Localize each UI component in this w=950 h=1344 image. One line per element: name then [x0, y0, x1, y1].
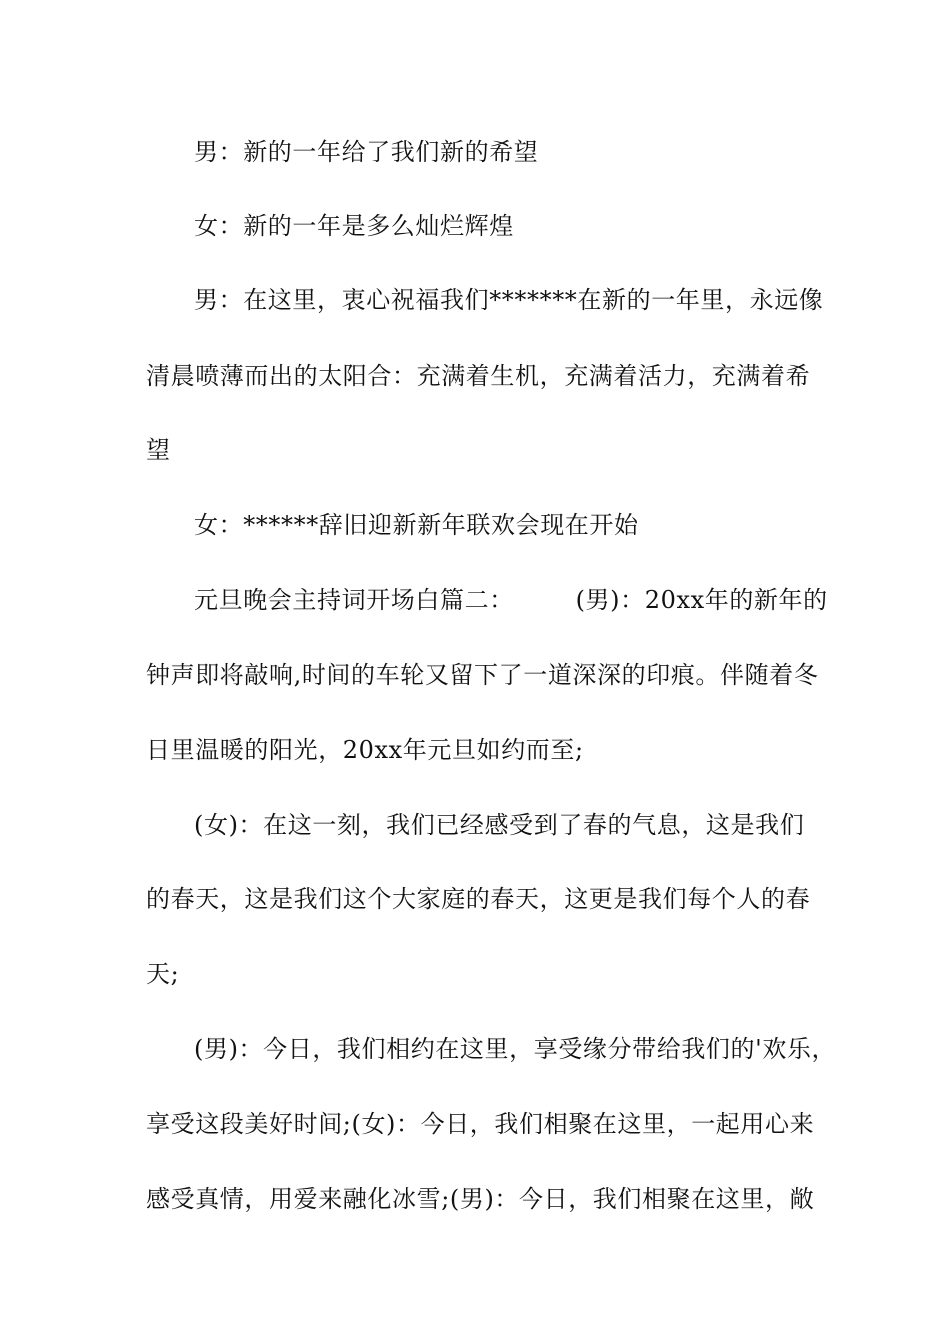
- text-line-female-spring: (女)：在这一刻，我们已经感受到了春的气息，这是我们: [194, 811, 805, 839]
- text-line-gathering-continued: 享受这段美好时间;(女)：今日，我们相聚在这里，一起用心来: [146, 1110, 815, 1138]
- text-line-part-two-heading: 元旦晚会主持词开场白篇二： (男)：20xx年的新年的: [194, 586, 828, 614]
- text-line-male-blessing: 男：在这里，衷心祝福我们*******在新的一年里，永远像: [194, 286, 824, 314]
- text-line-male-hope: 男：新的一年给了我们新的希望: [194, 138, 539, 166]
- text-line-female-brilliant: 女：新的一年是多么灿烂辉煌: [194, 212, 514, 240]
- text-line-gathering-end: 感受真情，用爱来融化冰雪;(男)：今日，我们相聚在这里，敞: [146, 1185, 815, 1213]
- text-line-party-begins: 女：******辞旧迎新新年联欢会现在开始: [194, 511, 639, 539]
- text-line-bell-rings: 钟声即将敲响,时间的车轮又留下了一道深深的印痕。伴随着冬: [146, 661, 819, 689]
- text-line-spring-end: 天;: [146, 960, 180, 988]
- text-line-blessing-continued: 清晨喷薄而出的太阳合：充满着生机，充满着活力，充满着希: [146, 362, 811, 390]
- text-line-spring-continued: 的春天，这是我们这个大家庭的春天，这更是我们每个人的春: [146, 885, 811, 913]
- text-line-blessing-end: 望: [146, 436, 171, 464]
- text-line-male-gathering: (男)：今日，我们相约在这里，享受缘分带给我们的'欢乐，: [194, 1035, 837, 1063]
- text-line-new-year-arrives: 日里温暖的阳光，20xx年元旦如约而至;: [146, 736, 584, 764]
